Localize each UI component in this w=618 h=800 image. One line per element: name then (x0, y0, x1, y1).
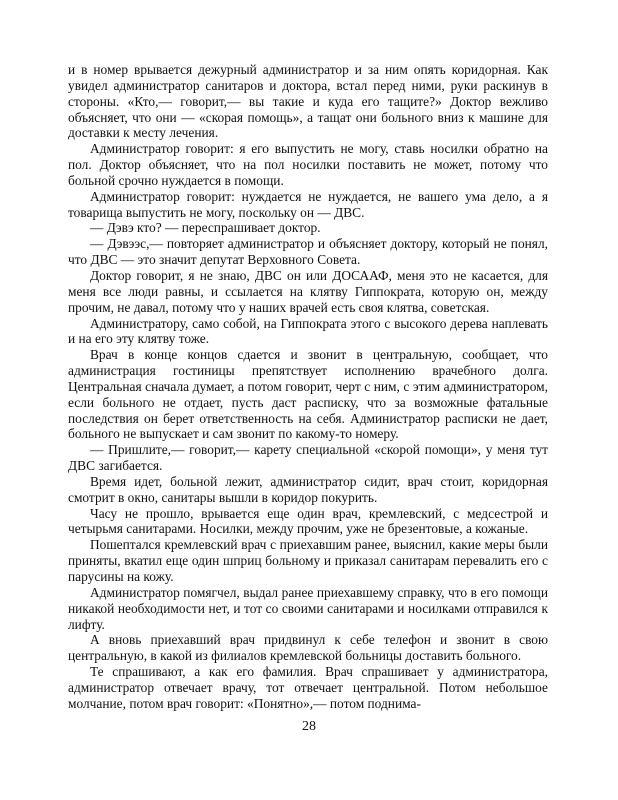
paragraph: — Пришлите,— говорит,— карету специальной «скорой помощи», у меня тут ДВС загибается. (68, 442, 548, 474)
paragraph: Доктор говорит, я не знаю, ДВС он или ДОСААФ, меня это не касается, для меня все люди равны, и ссылается на клятву Гиппократа, которую он, между прочим, не давал, потому что у наших врачей есть своя клятва, советская. (68, 267, 548, 315)
paragraph: Врач в конце концов сдается и звонит в центральную, сообщает, что администрация гостиницы препятствует исполнению врачебного долга. Центральная сначала думает, а потом говорит, черт с ним, с этим администратором, если больного не отдает, пусть даст расписку, что за возможные фатальные последствия он берет ответственность на себя. Администратор расписки не дает, больного не выпускает и сам звонит по какому-то номеру. (68, 347, 548, 442)
paragraph: — Дэвэ кто? — переспрашивает доктор. (90, 220, 321, 236)
paragraph: Администратор говорит: я его выпустить не могу, ставь носилки обратно на пол. Доктор объясняет, что на пол носилки поставить не может, потому что больной срочно нуждается в помощи. (68, 141, 548, 188)
paragraph: — Дэвээс,— повторяет администратор и объясняет доктору, который не понял, что ДВС — это значит депутат Верховного Совета. (68, 236, 548, 268)
paragraph: и в номер врывается дежурный администратор и за ним опять коридорная. Как увидел администратор санитаров и доктора, встал перед ними, руки раскинув в стороны. «Кто,— говорит,— вы такие и куда его тащите?» Доктор вежливо объясняет, что они — «скорая помощь», а тащат они больного вниз к машине для доставки к месту лечения. (68, 62, 548, 141)
paragraph: Администратор помягчел, выдал ранее приехавшему справку, что в его помощи никакой необходимости нет, и тот со своими санитарами и носилками отправился к лифту. (68, 584, 548, 632)
paragraph: А вновь приехавший врач придвинул к себе телефон и звонит в свою центральную, в какой из филиалов кремлевской больницы доставить больного. (68, 632, 548, 664)
body-text (68, 62, 548, 712)
paragraph: Время идет, больной лежит, администратор сидит, врач стоит, коридорная смотрит в окно, санитары вышли в коридор покурить. (68, 473, 548, 505)
paragraph: Администратору, само собой, на Гиппократа этого с высокого дерева наплевать и на его эту клятву тоже. (68, 315, 548, 347)
paragraph: Пошептался кремлевский врач с приехавшим ранее, выяснил, какие меры были приняты, вкатил еще один шприц больному и приказал санитарам перевалить его с парусины на кожу. (68, 537, 548, 584)
paragraph: Часу не прошло, врывается еще один врач, кремлевский, с медсестрой и четырьмя санитарами. Носилки, между прочим, уже не брезентовые, а кожаные. (68, 505, 548, 537)
page-number: 28 (302, 719, 316, 734)
paragraph: Те спрашивают, а как его фамилия. Врач спрашивает у администратора, администратор отвечает врачу, тот отвечает центральной. Потом небольшое молчание, потом врач говорит: «Понятно»,— потом поднима- (68, 664, 548, 711)
paragraph: Администратор говорит: нуждается не нуждается, не вашего ума дело, а я товарища выпустить не могу, поскольку он — ДВС. (68, 188, 548, 220)
